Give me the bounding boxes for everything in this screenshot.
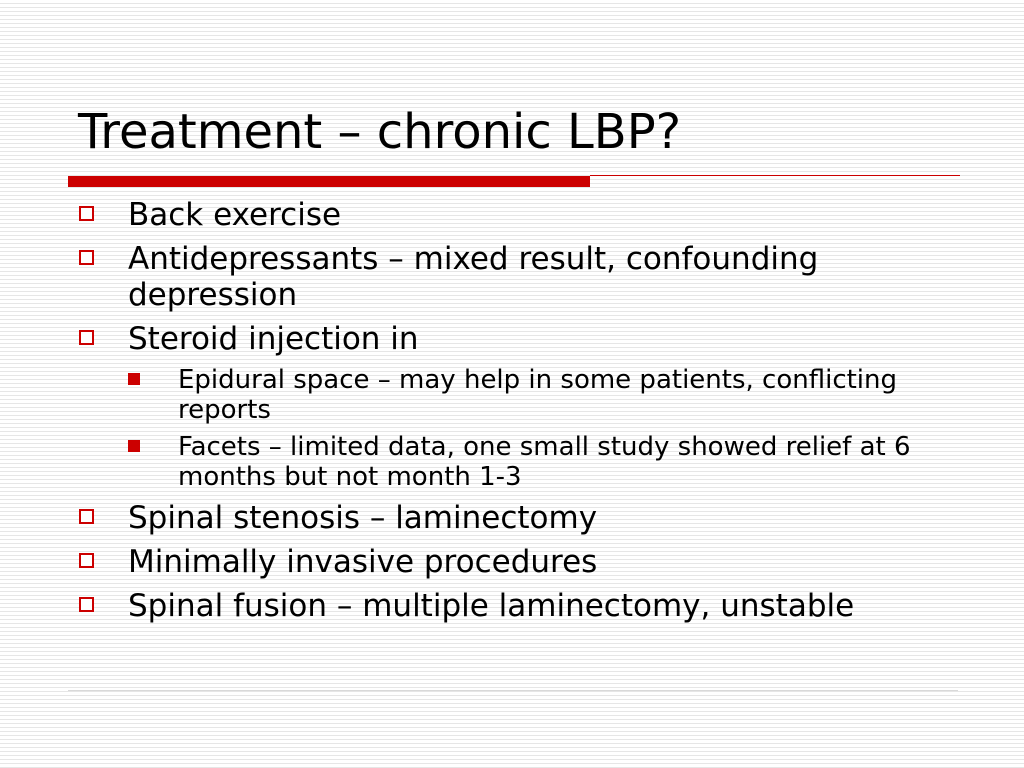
filled-square-icon	[128, 373, 140, 385]
hollow-square-icon	[79, 597, 94, 612]
hollow-square-icon	[79, 206, 94, 221]
sub-bullet-item	[128, 432, 972, 492]
bullet-text: Spinal fusion – multiple laminectomy, unstable	[128, 588, 855, 624]
bullet-text: Antidepressants – mixed result, confounding depression	[128, 241, 819, 313]
bullet-text: Spinal stenosis – laminectomy	[128, 500, 598, 536]
bullet-text: Steroid injection in	[128, 321, 419, 357]
bullet-item	[72, 241, 972, 313]
hollow-square-icon	[79, 250, 94, 265]
filled-square-icon	[128, 440, 140, 452]
bullet-text: Back exercise	[128, 197, 342, 233]
title-underline-thin	[590, 175, 960, 176]
bullet-item	[72, 500, 972, 536]
sub-bullet-text: Facets – limited data, one small study showed relief at 6 months but not month 1-3	[178, 432, 911, 492]
bullet-item	[72, 544, 972, 580]
sub-bullet-list	[128, 365, 972, 492]
sub-bullet-item	[128, 365, 972, 425]
bullet-item	[72, 588, 972, 624]
bullet-text: Minimally invasive procedures	[128, 544, 598, 580]
bullet-item	[72, 197, 972, 233]
hollow-square-icon	[79, 509, 94, 524]
footer-divider	[68, 690, 958, 691]
title-underline-thick	[68, 176, 590, 187]
sub-bullet-text: Epidural space – may help in some patients, conflicting reports	[178, 365, 898, 425]
hollow-square-icon	[79, 330, 94, 345]
slide-title: Treatment – chronic LBP?	[78, 104, 682, 160]
hollow-square-icon	[79, 553, 94, 568]
bullet-item	[72, 321, 972, 492]
bullet-list	[72, 197, 972, 632]
